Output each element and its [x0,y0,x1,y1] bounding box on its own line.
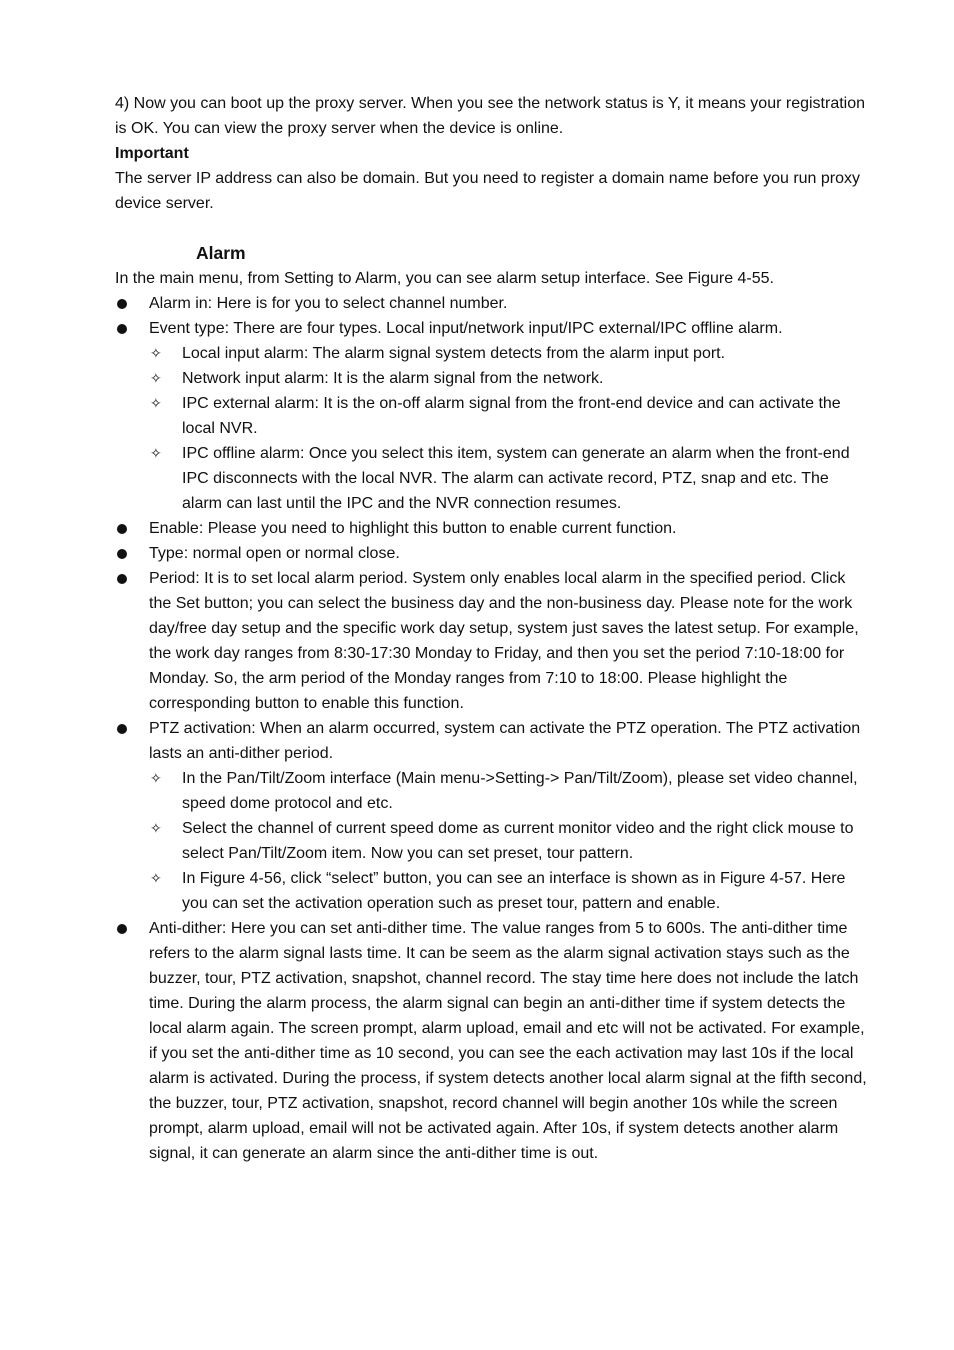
diamond-icon: ✧ [150,820,162,836]
sub-item-ptz-select: ✧ In Figure 4-56, click “select” button, you can see an interface is shown as in Figure 4-57. Here you can set the activation operation such as preset tour, pattern and enable. [115,866,870,916]
bullet-item-period: Period: It is to set local alarm period. System only enables local alarm in the specified period. Click the Set button; you can select the business day and the non-business day. Please note for the work day/free day setup and the specific work day setup, system just saves the latest setup. For example, the work day ranges from 8:30-17:30 Monday to Friday, and then you set the period 7:10-18:00 for Monday. So, the arm period of the Monday ranges from 7:10 to 18:00. Please highlight the corresponding button to enable this function. [115,566,870,716]
section-heading: Alarm [196,243,246,263]
diamond-icon: ✧ [150,870,162,886]
bullet-icon [117,724,127,734]
bullet-icon [117,574,127,584]
bullet-icon [117,549,127,559]
bullet-item-ptz: PTZ activation: When an alarm occurred, system can activate the PTZ operation. The PTZ activation lasts an anti-dither period. [115,716,870,766]
diamond-icon: ✧ [150,345,162,361]
sub-item-network-input: ✧ Network input alarm: It is the alarm signal from the network. [115,366,870,391]
sub-item-ipc-external: ✧ IPC external alarm: It is the on-off alarm signal from the front-end device and can activate the local NVR. [115,391,870,441]
bullet-icon [117,324,127,334]
diamond-icon: ✧ [150,395,162,411]
sub-item-ptz-interface: ✧ In the Pan/Tilt/Zoom interface (Main menu->Setting-> Pan/Tilt/Zoom), please set video channel, speed dome protocol and etc. [115,766,870,816]
bullet-icon [117,524,127,534]
bullet-item-event-type: Event type: There are four types. Local input/network input/IPC external/IPC offline alarm. [115,316,870,341]
bullet-item-anti-dither: Anti-dither: Here you can set anti-dither time. The value ranges from 5 to 600s. The anti-dither time refers to the alarm signal lasts time. It can be seem as the alarm signal activation stays such as the buzzer, tour, PTZ activation, snapshot, channel record. The stay time here does not include the latch time. During the alarm process, the alarm signal can begin an anti-dither time if system detects the local alarm again. The screen prompt, alarm upload, email and etc will not be activated. For example, if you set the anti-dither time as 10 second, you can see the each activation may last 10s if the local alarm is activated. During the process, if system detects another local alarm signal at the fifth second, the buzzer, tour, PTZ activation, snapshot, record channel will begin another 10s while the screen prompt, alarm upload, email will not be activated again. After 10s, if system detects another alarm signal, it can generate an alarm since the anti-dither time is out. [115,916,870,1166]
bullet-item-alarm-in: Alarm in: Here is for you to select channel number. [115,291,870,316]
bullet-item-type: Type: normal open or normal close. [115,541,870,566]
sub-item-local-input: ✧ Local input alarm: The alarm signal system detects from the alarm input port. [115,341,870,366]
section-intro: In the main menu, from Setting to Alarm, you can see alarm setup interface. See Figure 4-55. [115,270,774,287]
diamond-icon: ✧ [150,445,162,461]
sub-item-ipc-offline: ✧ IPC offline alarm: Once you select this item, system can generate an alarm when the front-end IPC disconnects with the local NVR. The alarm can activate record, PTZ, snap and etc. The alarm can last until the IPC and the NVR connection resumes. [115,441,870,516]
bullet-item-enable: Enable: Please you need to highlight this button to enable current function. [115,516,870,541]
bullet-icon [117,924,127,934]
important-paragraph: The server IP address can also be domain. But you need to register a domain name before you run proxy device server. [115,170,861,212]
page-content [115,91,870,1166]
intro-paragraph: 4) Now you can boot up the proxy server. When you see the network status is Y, it means your registration is OK. You can view the proxy server when the device is online. [115,95,866,137]
sub-item-ptz-channel: ✧ Select the channel of current speed dome as current monitor video and the right click mouse to select Pan/Tilt/Zoom item. Now you can set preset, tour pattern. [115,816,870,866]
spacer [115,216,870,241]
bullet-icon [117,299,127,309]
diamond-icon: ✧ [150,770,162,786]
diamond-icon: ✧ [150,370,162,386]
important-label: Important [115,145,189,162]
